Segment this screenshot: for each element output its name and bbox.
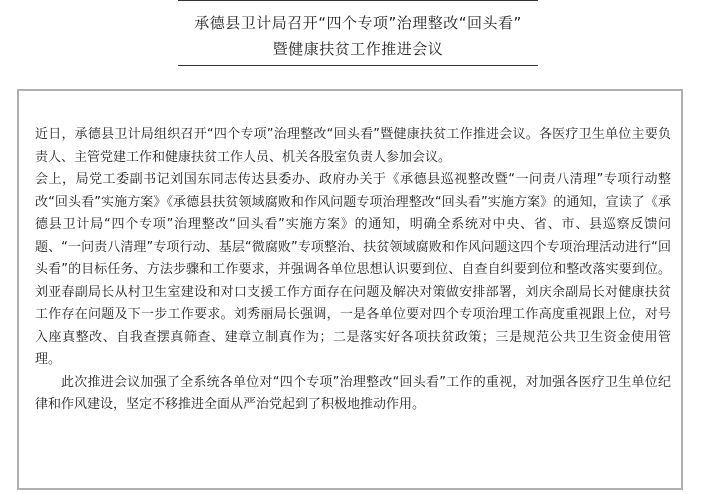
paragraph-conclusion: 此次推进会议加强了全系统各单位对“四个专项”治理整改“回头看”工作的重视，对加强各医疗卫生单位纪律和作风建设，坚定不移推进全面从严治党起到了积极地推动作用。 xyxy=(35,374,671,412)
article-body-frame xyxy=(17,89,683,490)
paragraph-meeting-details: 会上，局党工委副书记刘国东同志传达县委办、政府办关于《承德县巡视整改暨“一问责八清理”专项行动整改“回头看”实施方案》《承德县扶贫领域腐败和作风问题专项治理整改“回头看”实施方案》的通知，宣读了《承德县卫计局“四个专项”治理整改“回头看”实施方案》的通知，明确全系统对中央、省、市、县巡察反馈问题、“一问责八清理”专项行动、基层“微腐败”专项整治、扶贫领域腐败和作风问题这四个专项治理活动进行“回头看”的目标任务、方法步骤和工作要求，并强调各单位思想认识要到位、自查自纠要到位和整改落实要到位。刘亚春副局长从村卫生室建设和对口支援工作方面存在问题及解决对策做安排部署，刘庆余副局长对健康扶贫工作存在问题及下一步工作要求。刘秀丽局长强调，一是各单位要对四个专项治理工作高度重视跟上位，对号入座真整改、自我查摆真筛查、建章立制真作为；二是落实好各项扶贫政策；三是规范公共卫生资金使用管理。 xyxy=(35,172,671,367)
title-top-rule xyxy=(178,0,538,1)
title-bottom-rule xyxy=(178,65,538,66)
article-title-line-2: 暨健康扶贫工作推进会议 xyxy=(272,40,444,58)
paragraph-intro: 近日，承德县卫计局组织召开“四个专项”治理整改“回头看”暨健康扶贫工作推进会议。各医疗卫生单位主要负责人、主管党建工作和健康扶贫工作人员、机关各股室负责人参加会议。 xyxy=(35,127,671,165)
article-body xyxy=(35,124,671,417)
article-title xyxy=(178,0,538,66)
article-title-line-1: 承德县卫计局召开“四个专项”治理整改“回头看” xyxy=(194,14,522,32)
